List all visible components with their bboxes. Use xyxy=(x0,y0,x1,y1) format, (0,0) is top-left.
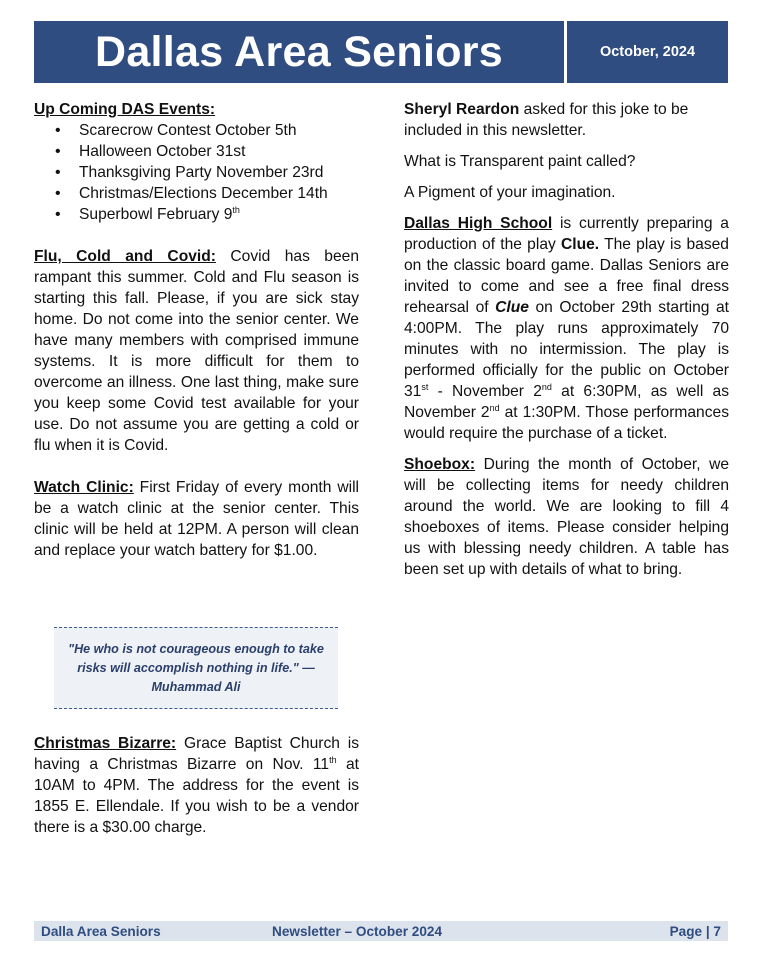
newsletter-title: Dallas Area Seniors xyxy=(94,27,504,76)
watch-body: First Friday of every month will be a watch clinic at the senior center. This clinic will be held at 12PM. A person will clean and replace your watch battery for $1.00. xyxy=(34,479,359,559)
flu-body: Covid has been rampant this summer. Cold and Flu season is starting this fall. Please, if you are sick stay home. Do not come into the senior center. We have many members with comprised immune systems. It is more difficult for them to overcome an illness. One last thing, make sure you keep some Covid test available for your use. Do not assume you are getting a cold or flu when it is Covid. xyxy=(34,248,360,454)
school-sup-3: nd xyxy=(489,402,500,413)
christmas-sup: th xyxy=(329,754,337,765)
christmas-section xyxy=(34,733,359,838)
christmas-body-2: at 10AM to 4PM. The address for the event is 1855 E. Ellendale. If you wish to be a vendor there is a $30.00 charge. xyxy=(34,756,359,836)
event-item: • Halloween October 31st xyxy=(79,141,359,162)
event-item: • Thanksgiving Party November 23rd xyxy=(79,162,359,183)
quote-box xyxy=(54,627,338,709)
shoebox-heading: Shoebox: xyxy=(404,456,476,473)
flu-heading: Flu, Cold and Covid: xyxy=(34,248,216,265)
shoebox-body: During the month of October, we will be collecting items for needy children around the world. We are looking to fill 4 shoeboxes of items. Please consider helping us with blessing needy children. A table has been set up with details of what to bring. xyxy=(404,456,729,578)
watch-section xyxy=(34,477,359,561)
joke-intro xyxy=(404,99,729,141)
joke-question: What is Transparent paint called? xyxy=(404,153,636,170)
left-column xyxy=(34,99,359,561)
event-superbowl: Superbowl February 9 xyxy=(79,206,233,223)
school-text-4: - November 2 xyxy=(428,383,542,400)
event-item: • Scarecrow Contest October 5th xyxy=(79,120,359,141)
christmas-body-1: Grace Baptist Church is having a Christmas Bizarre on Nov. 11 xyxy=(34,735,359,773)
event-item xyxy=(79,204,359,225)
school-sup-2: nd xyxy=(541,381,552,392)
events-list xyxy=(34,120,359,225)
flu-section xyxy=(34,246,359,456)
school-heading: Dallas High School xyxy=(404,215,553,232)
events-heading: Up Coming DAS Events: xyxy=(34,101,216,118)
issue-date: October, 2024 xyxy=(599,44,696,60)
event-superbowl-sup: th xyxy=(232,204,240,215)
school-play: Clue. xyxy=(561,236,600,253)
event-item: • Christmas/Elections December 14th xyxy=(79,183,359,204)
footer-page-number: Page | 7 xyxy=(669,923,721,939)
school-section xyxy=(404,213,729,444)
page-footer xyxy=(34,921,728,941)
watch-heading: Watch Clinic: xyxy=(34,479,134,496)
school-text-5: at 6:30PM, as well as November 2 xyxy=(404,383,730,421)
school-text-6: at 1:30PM. Those performances would require the purchase of a ticket. xyxy=(404,404,729,442)
joke-intro-text: asked for this joke to be included in this newsletter. xyxy=(404,101,689,139)
quote-text: "He who is not courageous enough to take risks will accomplish nothing in life." — xyxy=(68,641,324,675)
shoebox-section xyxy=(404,454,729,580)
school-sup-1: st xyxy=(421,381,429,392)
masthead xyxy=(34,21,728,83)
events-section xyxy=(34,99,359,120)
joke-answer: A Pigment of your imagination. xyxy=(404,184,616,201)
quote-author: Muhammad Ali xyxy=(151,679,241,694)
footer-issue: Newsletter – October 2024 xyxy=(272,923,443,939)
footer-org: Dalla Area Seniors xyxy=(41,923,161,939)
right-column xyxy=(404,99,729,580)
joke-author: Sheryl Reardon xyxy=(404,101,520,118)
school-text-3: on October 29th starting at 4:00PM. The play runs approximately 70 minutes with no intermission. The play is performed officially for the public on October 31 xyxy=(404,299,729,400)
school-text-2: The play is based on the classic board game. Dallas Seniors are invited to come and see a free final dress rehearsal of xyxy=(404,236,729,316)
christmas-heading: Christmas Bizarre: xyxy=(34,735,177,752)
school-play-italic: Clue xyxy=(495,299,529,316)
school-text-1: is currently preparing a production of the play xyxy=(404,215,729,253)
